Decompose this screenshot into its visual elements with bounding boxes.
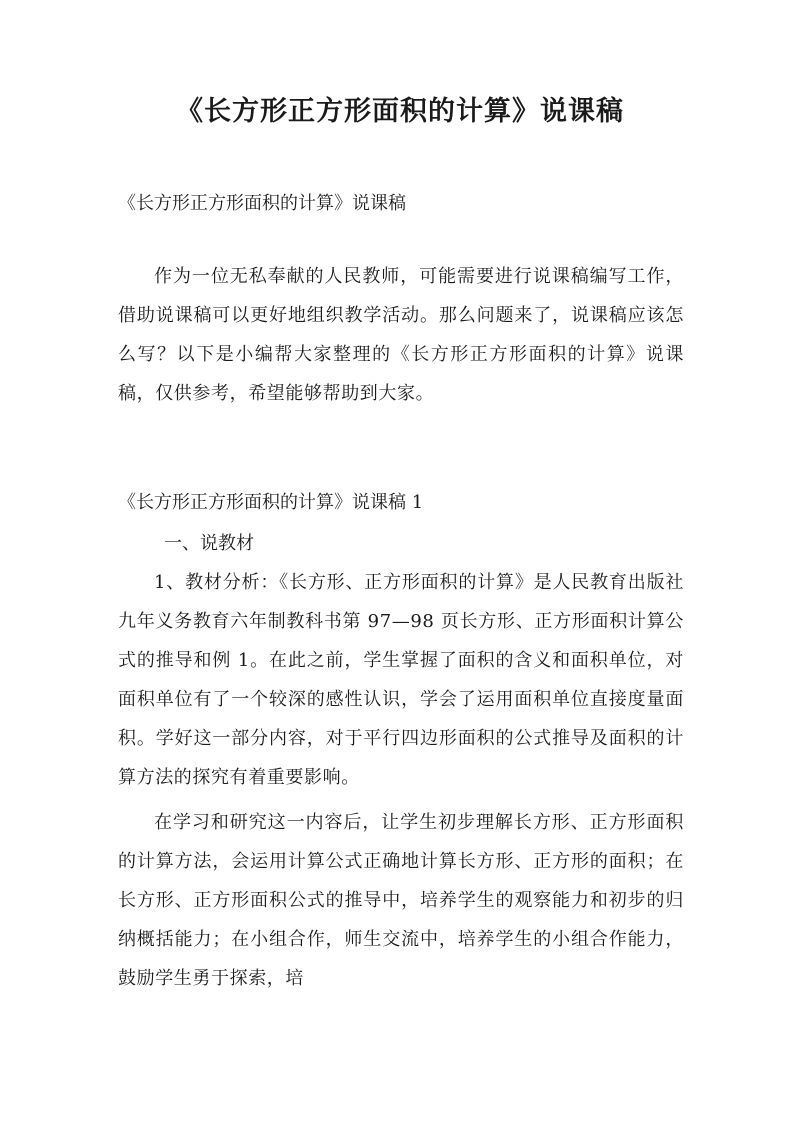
intro-block — [118, 257, 684, 413]
main-content — [118, 563, 684, 998]
paragraph-2: 在学习和研究这一内容后，让学生初步理解长方形、正方形面积的计算方法，会运用计算公式正确地计算长方形、正方形的面积；在长方形、正方形面积公式的推导中，培养学生的观察能力和初步的归纳概括能力；在小组合作，师生交流中，培养学生的小组合作能力，鼓励学生勇于探索，培 — [118, 812, 684, 989]
document-title: 《长方形正方形面积的计算》说课稿 — [176, 96, 624, 127]
section-title: 《长方形正方形面积的计算》说课稿 1 — [118, 492, 424, 513]
intro-paragraph: 作为一位无私奉献的人民教师，可能需要进行说课稿编写工作，借助说课稿可以更好地组织教学活动。那么问题来了，说课稿应该怎么写？以下是小编帮大家整理的《长方形正方形面积的计算》说课稿，仅供参考，希望能够帮助到大家。 — [118, 266, 684, 404]
paragraph-1: 1、教材分析：《长方形、正方形面积的计算》是人民教育出版社九年义务教育六年制教科书第 97—98 页长方形、正方形面积计算公式的推导和例 1。在此之前，学生掌握了面积的含义和面积单位，对面积单位有了一个较深的感性认识，学会了运用面积单位直接度量面积。学好这一部分内容，对于平行四边形面积的公式推导及面积的计算方法的探究有着重要影响。 — [118, 572, 684, 788]
document-subtitle: 《长方形正方形面积的计算》说课稿 — [118, 193, 406, 214]
subsection-heading: 一、说教材 — [164, 533, 254, 554]
